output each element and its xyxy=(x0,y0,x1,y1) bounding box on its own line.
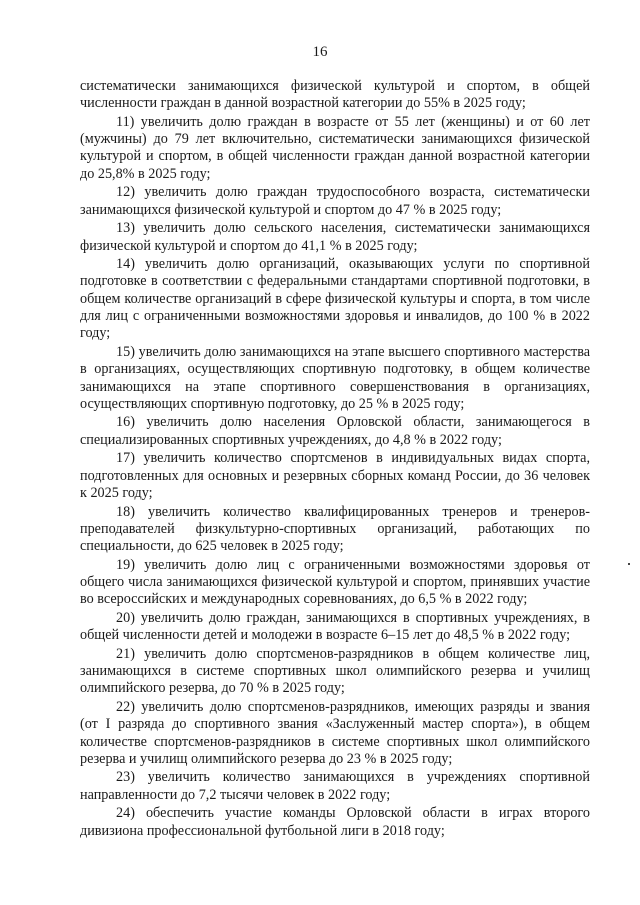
paragraph-item-14: 14) увеличить долю организаций, оказывающих услуги по спортивной подготовке в соответствии с федеральными стандартами спортивной подготовки, в общем количестве организаций в сфере физической культуры и спорта, в том числе для лиц с ограниченными возможностями здоровья и инвалидов, до 100 % в 2022 году; xyxy=(80,256,590,342)
paragraph-item-13: 13) увеличить долю сельского населения, систематически занимающихся физической культурой и спортом до 41,1 % в 2025 году; xyxy=(80,220,590,254)
document-body xyxy=(80,78,590,841)
paragraph-item-17: 17) увеличить количество спортсменов в индивидуальных видах спорта, подготовленных для основных и резервных сборных команд России, до 36 человек к 2025 году; xyxy=(80,450,590,501)
paragraph-item-22: 22) увеличить долю спортсменов-разрядников, имеющих разряды и звания (от I разряда до спортивного звания «Заслуженный мастер спорта»), в общем количестве спортсменов-разрядников в системе спортивных школ олимпийского резерва и училищ олимпийского резерва до 23 % в 2025 году; xyxy=(80,698,590,767)
paragraph-item-18: 18) увеличить количество квалифицированных тренеров и тренеров-преподавателей физкультурно-спортивных организаций, работающих по специальности, до 625 человек в 2025 году; xyxy=(80,503,590,555)
paragraph-item-15: 15) увеличить долю занимающихся на этапе высшего спортивного мастерства в организациях, осуществляющих спортивную подготовку, в общем количестве занимающихся на этапе спортивного совершенствования в организациях, осуществляющих спортивную подготовку, до 25 % в 2025 году; xyxy=(80,343,590,412)
scan-speck xyxy=(628,563,630,565)
paragraph-item-11: 11) увеличить долю граждан в возрасте от 55 лет (женщины) и от 60 лет (мужчины) до 79 лет включительно, систематически занимающихся физической культурой и спортом, в общей численности граждан данной возрастной категории до 25,8% в 2025 году; xyxy=(80,113,590,182)
paragraph-item-24: 24) обеспечить участие команды Орловской области в играх второго дивизиона профессиональной футбольной лиги в 2018 году; xyxy=(80,805,590,839)
paragraph-item-21: 21) увеличить долю спортсменов-разрядников в общем количестве лиц, занимающихся в системе спортивных школ олимпийского резерва и училищ олимпийского резерва, до 70 % в 2025 году; xyxy=(80,645,590,697)
paragraph-item-19: 19) увеличить долю лиц с ограниченными возможностями здоровья от общего числа занимающихся физической культурой и спортом, принявших участие во всероссийских и международных соревнованиях, до 6,5 % в 2022 году; xyxy=(80,556,590,608)
paragraph-item-12: 12) увеличить долю граждан трудоспособного возраста, систематически занимающихся физической культурой и спортом до 47 % в 2025 году; xyxy=(80,184,590,218)
paragraph-continuation: систематически занимающихся физической культурой и спортом, в общей численности граждан в данной возрастной категории до 55% в 2025 году; xyxy=(80,78,590,112)
page-number: 16 xyxy=(312,44,328,60)
paragraph-item-20: 20) увеличить долю граждан, занимающихся в спортивных учреждениях, в общей численности детей и молодежи в возрасте 6–15 лет до 48,5 % в 2022 году; xyxy=(80,609,590,644)
paragraph-item-23: 23) увеличить количество занимающихся в учреждениях спортивной направленности до 7,2 тысячи человек в 2022 году; xyxy=(80,769,590,803)
paragraph-item-16: 16) увеличить долю населения Орловской области, занимающегося в специализированных спортивных учреждениях, до 4,8 % в 2022 году; xyxy=(80,414,590,448)
